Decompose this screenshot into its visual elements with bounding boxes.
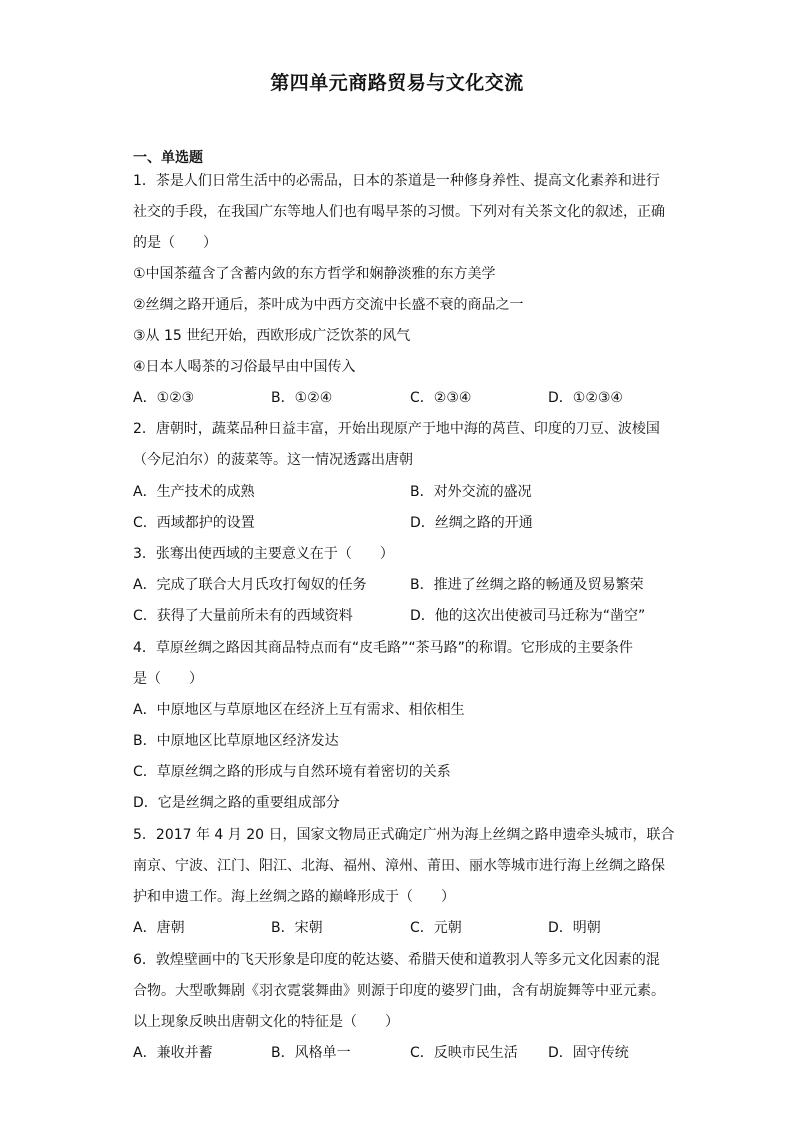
q4-option-b: B．中原地区比草原地区经济发达 [133,733,339,749]
q5-line-1: 5．2017 年 4 月 20 日，国家文物局正式确定广州为海上丝绸之路申遗牵头城市，联合 [133,827,675,843]
q1-line-3: 的是（ ） [133,235,217,251]
q1-option-b: B．①②④ [271,390,333,406]
q2-line-1: 2．唐朝时，蔬菜品种日益丰富，开始出现原产于地中海的莴苣、印度的刀豆、波棱国 [133,421,660,437]
page-title: 第四单元商路贸易与文化交流 [270,72,524,94]
q3-option-c: C．获得了大量前所未有的西域资料 [133,608,353,624]
q6-line-2: 合物。大型歌舞剧《羽衣霓裳舞曲》则源于印度的婆罗门曲，含有胡旋舞等中亚元素。 [133,983,665,999]
q1-option-d: D．①②③④ [548,390,623,406]
q5-option-c: C．元朝 [410,920,462,936]
q4-line-2: 是（ ） [133,671,203,687]
q1-statement-4: ④日本人喝茶的习俗最早由中国传入 [133,359,356,375]
q1-line-2: 社交的手段，在我国广东等地人们也有喝早茶的习惯。下列对有关茶文化的叙述，正确 [133,204,665,220]
q5-option-d: D．明朝 [548,920,601,936]
q5-line-3: 护和申遗工作。海上丝绸之路的巅峰形成于（ ） [133,889,455,905]
q3-line-1: 3．张骞出使西域的主要意义在于（ ） [133,546,394,562]
q2-option-c: C．西域都护的设置 [133,515,255,531]
q6-option-a: A．兼收并蓄 [133,1045,213,1061]
q6-line-3: 以上现象反映出唐朝文化的特征是（ ） [133,1014,399,1030]
q5-option-b: B．宋朝 [271,920,323,936]
q6-option-c: C．反映市民生活 [410,1045,518,1061]
q6-option-d: D．固守传统 [548,1045,629,1061]
q4-option-d: D．它是丝绸之路的重要组成部分 [133,795,340,811]
q2-option-b: B．对外交流的盛况 [410,484,532,500]
q3-option-d: D．他的这次出使被司马迁称为“凿空” [410,608,646,624]
q1-option-a: A．①②③ [133,390,195,406]
q1-statement-2: ②丝绸之路开通后，茶叶成为中西方交流中长盛不衰的商品之一 [133,297,524,313]
q3-option-a: A．完成了联合大月氏攻打匈奴的任务 [133,577,367,593]
q1-statement-1: ①中国茶蕴含了含蓄内敛的东方哲学和娴静淡雅的东方美学 [133,266,496,282]
q1-line-1: 1．茶是人们日常生活中的必需品，日本的茶道是一种修身养性、提高文化素养和进行 [133,173,660,189]
q1-option-c: C．②③④ [410,390,472,406]
q4-option-a: A．中原地区与草原地区在经济上互有需求、相依相生 [133,702,465,718]
q1-statement-3: ③从 15 世纪开始，西欧形成广泛饮茶的风气 [133,328,411,344]
q5-line-2: 南京、宁波、江门、阳江、北海、福州、漳州、莆田、丽水等城市进行海上丝绸之路保 [133,858,665,874]
section-heading: 一、单选题 [133,150,203,166]
q3-option-b: B．推进了丝绸之路的畅通及贸易繁荣 [410,577,644,593]
q2-line-2: （今尼泊尔）的菠菜等。这一情况透露出唐朝 [133,452,413,468]
q2-option-d: D．丝绸之路的开通 [410,515,533,531]
q4-line-1: 4．草原丝绸之路因其商品特点而有“皮毛路”“茶马路”的称谓。它形成的主要条件 [133,640,633,656]
q2-option-a: A．生产技术的成熟 [133,484,255,500]
q6-option-b: B．风格单一 [271,1045,351,1061]
q6-line-1: 6．敦煌壁画中的飞天形象是印度的乾达婆、希腊天使和道教羽人等多元文化因素的混 [133,952,660,968]
q5-option-a: A．唐朝 [133,920,185,936]
q4-option-c: C．草原丝绸之路的形成与自然环境有着密切的关系 [133,764,451,780]
